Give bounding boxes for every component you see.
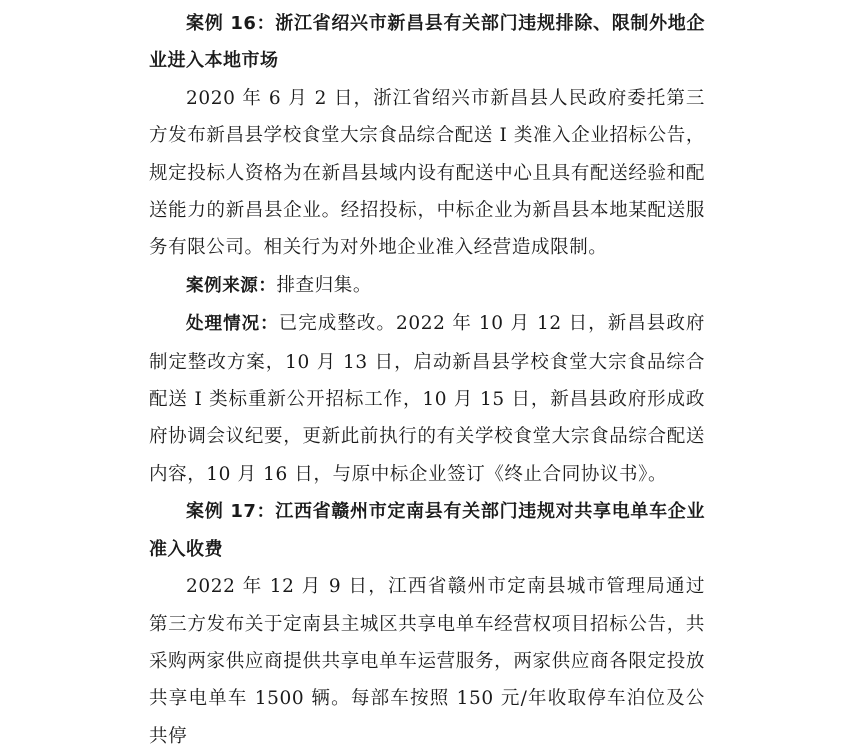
case-16-handling [149, 305, 705, 493]
handling-label: 处理情况： [186, 314, 279, 335]
document-page [149, 0, 705, 755]
case-16-title: 案例 16：浙江省绍兴市新昌县有关部门违规排除、限制外地企业进入本地市场 [149, 13, 705, 72]
case-source-value: 排查归集。 [276, 274, 373, 296]
case-source-label: 案例来源： [186, 275, 277, 296]
handling-value: 已完成整改。2022 年 10 月 12 日，新昌县政府制定整改方案，10 月 13 日，启动新昌县学校食堂大宗食品综合配送 I 类标重新公开招标工作，10 月 15 日，新昌县政府形成政府协调会议纪要，更新此前执行的有关学校食堂大宗食品综合配送内容，10 月 16 日，与原中标企业签订《终止合同协议书》。 [149, 313, 705, 485]
case-16-source [149, 267, 705, 305]
case-16-body: 2020 年 6 月 2 日，浙江省绍兴市新昌县人民政府委托第三方发布新昌县学校食堂大宗食品综合配送 I 类准入企业招标公告，规定投标人资格为在新昌县域内设有配送中心且具有配送经验和配送能力的新昌县企业。经招投标，中标企业为新昌县本地某配送服务有限公司。相关行为对外地企业准入经营造成限制。 [149, 87, 705, 259]
case-17-body: 2022 年 12 月 9 日，江西省赣州市定南县城市管理局通过第三方发布关于定南县主城区共享电单车经营权项目招标公告，共采购两家供应商提供共享电单车运营服务，两家供应商各限定投放共享电单车 1500 辆。每部车按照 150 元/年收取停车泊位及公共停 [149, 576, 705, 747]
case-17-title: 案例 17：江西省赣州市定南县有关部门违规对共享电单车企业准入收费 [149, 501, 705, 560]
